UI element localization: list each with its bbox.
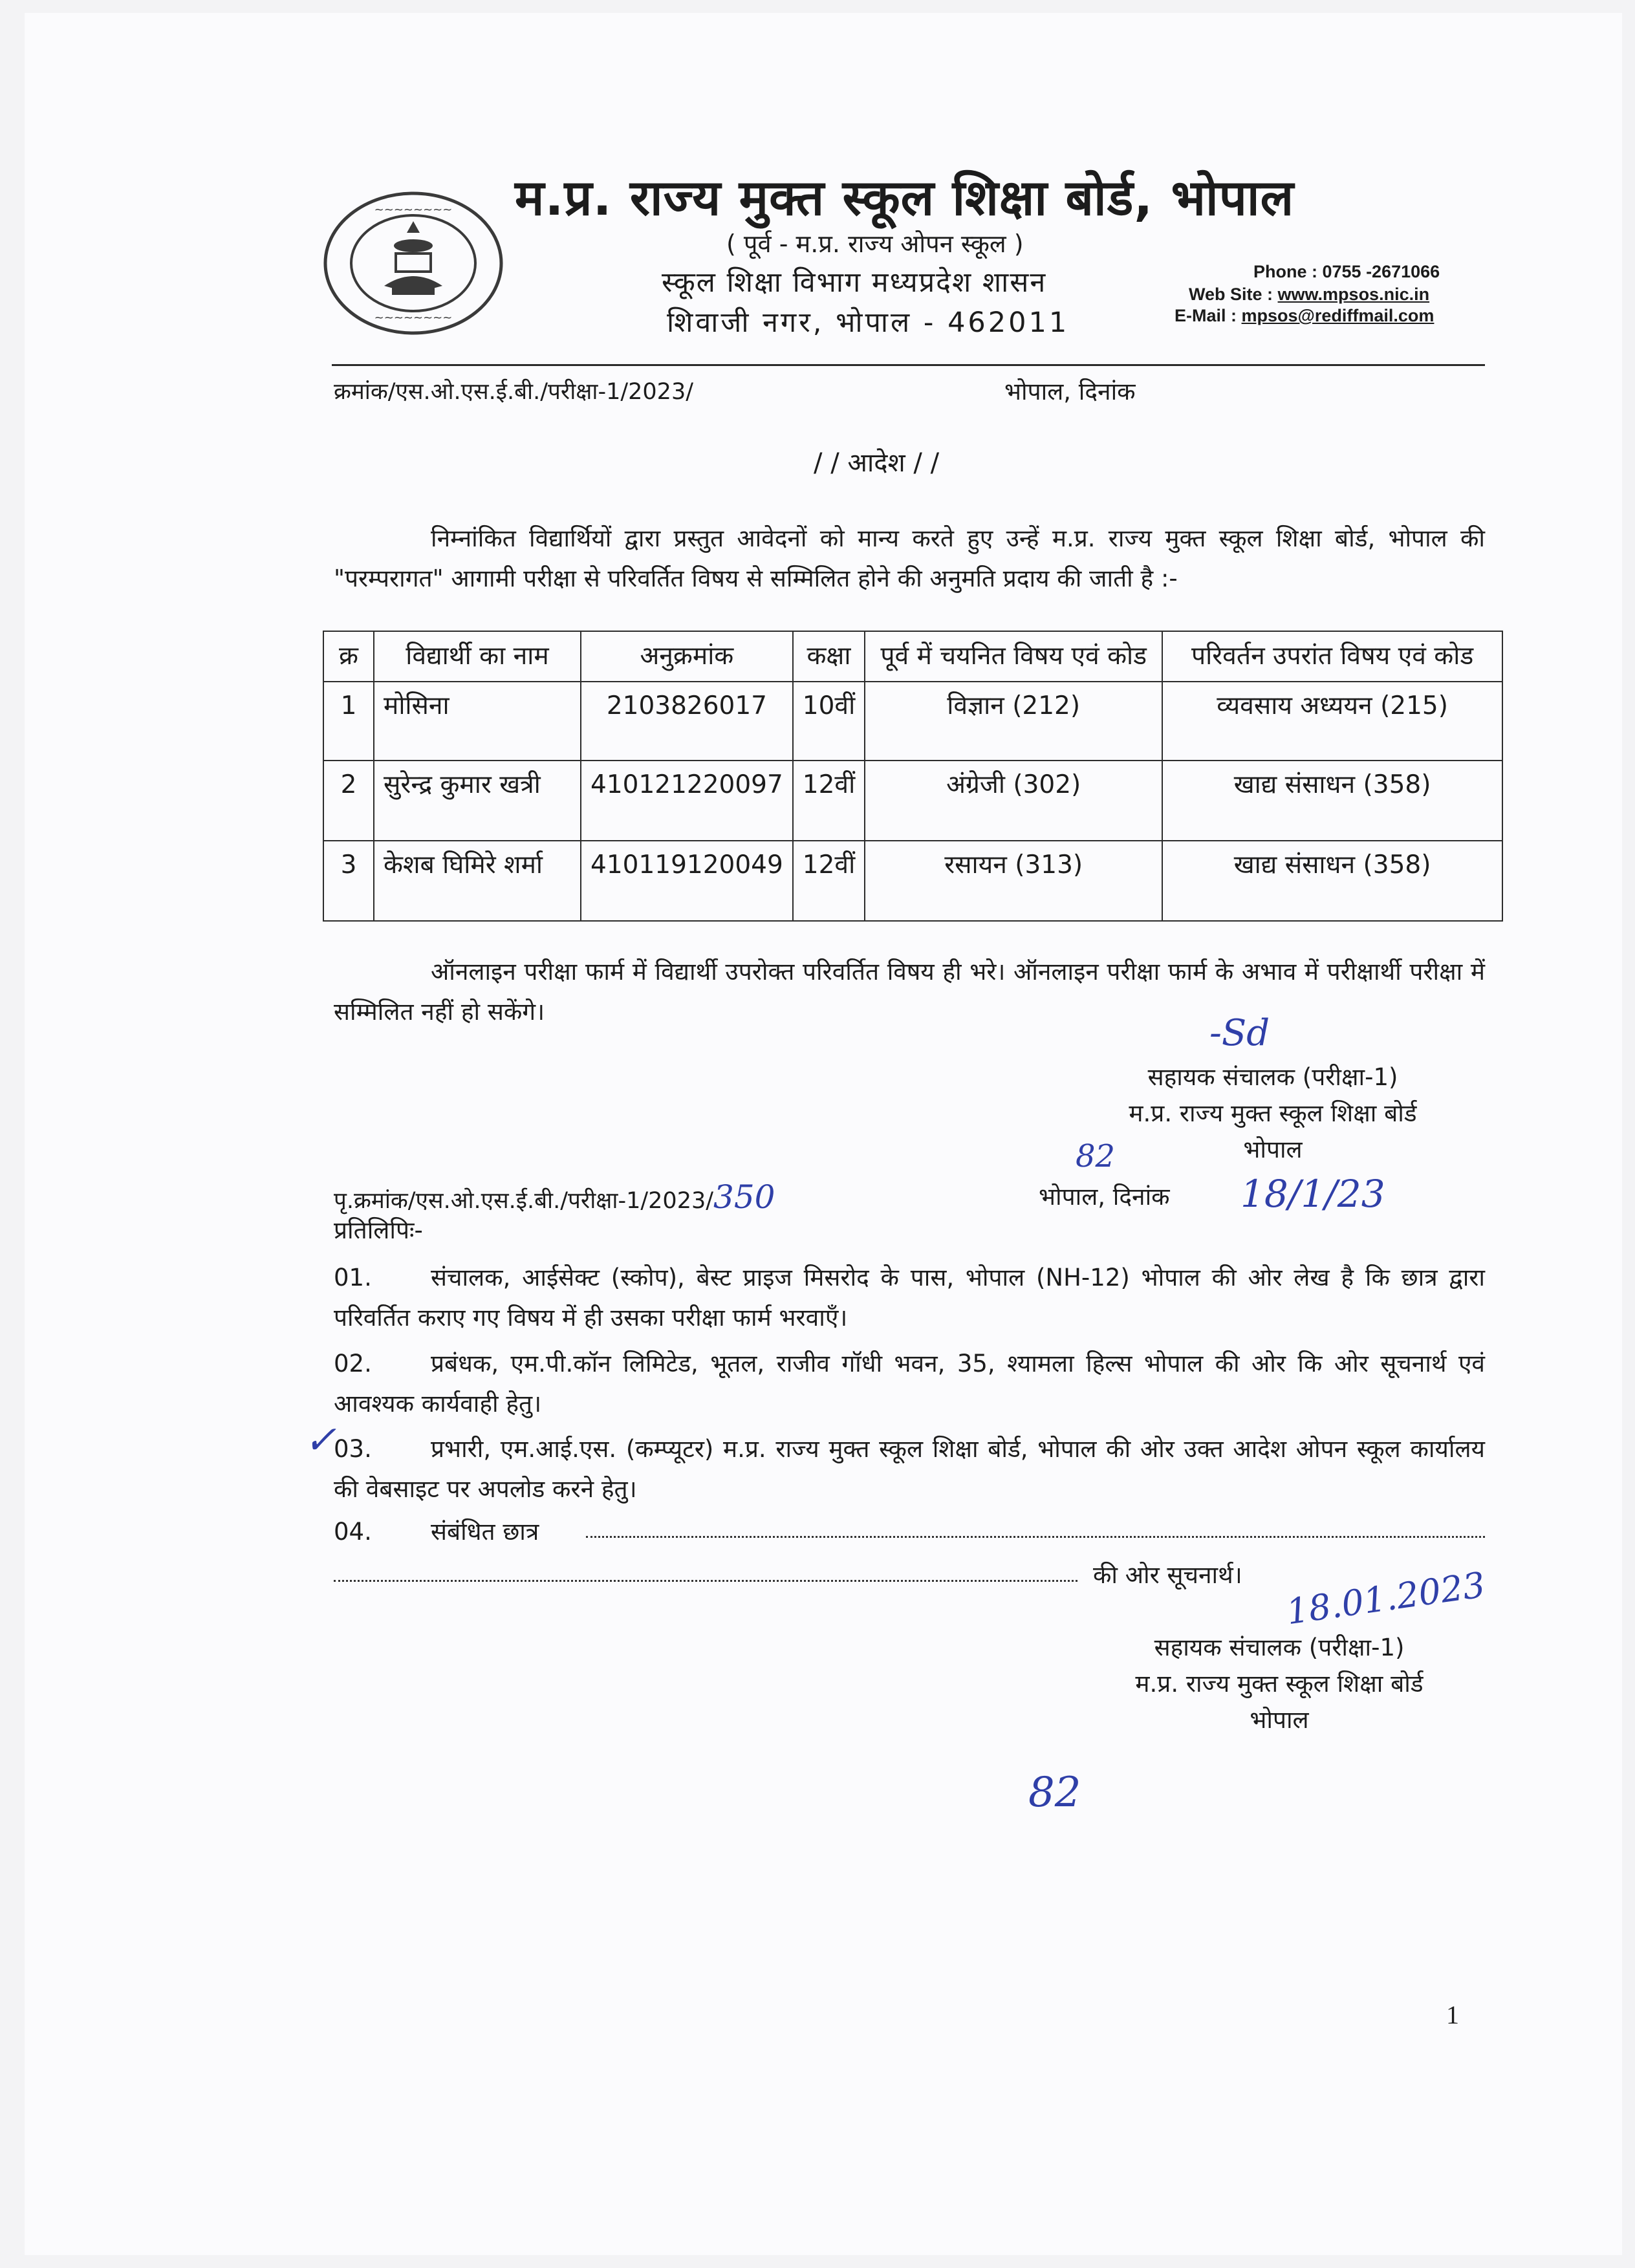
- contact-email: [1175, 306, 1434, 326]
- signatory-city: भोपाल: [1250, 1706, 1309, 1734]
- cell-previous-subject: अंग्रेजी (302): [865, 761, 1162, 841]
- contact-website: [1189, 285, 1429, 305]
- cell-student-name: सुरेन्द्र कुमार खत्री: [374, 761, 581, 841]
- signatory-city: भोपाल: [1243, 1136, 1303, 1163]
- cell-class: 10वीं: [793, 682, 865, 761]
- order-paragraph: निम्नांकित विद्यार्थियों द्वारा प्रस्तुत आवेदनों को मान्य करते हुए उन्हें म.प्र. राज्य मुक्त स्कूल शिक्षा बोर्ड, भोपाल की "परम्परागत" आगामी परीक्षा से परिवर्तित विषय से सम्मिलित होने की अनुमति प्रदाय की जाती है :-: [334, 524, 1485, 592]
- tick-mark: ✓: [304, 1418, 337, 1463]
- cell-serial: 2: [323, 761, 374, 841]
- header-divider: [332, 364, 1485, 366]
- signatory-org: म.प्र. राज्य मुक्त स्कूल शिक्षा बोर्ड: [1135, 1670, 1424, 1698]
- website-label: Web Site :: [1189, 285, 1273, 304]
- board-address: शिवाजी नगर, भोपाल - 462011: [667, 307, 1070, 339]
- copy-item-text: प्रभारी, एम.आई.एस. (कम्प्यूटर) म.प्र. राज्य मुक्त स्कूल शिक्षा बोर्ड, भोपाल की ओर उक्त आदेश ओपन स्कूल कार्यालय की वेबसाइट पर अपलोड करने हेतु।: [334, 1435, 1485, 1503]
- cell-class: 12वीं: [793, 841, 865, 921]
- email-link[interactable]: mpsos@rediffmail.com: [1241, 306, 1435, 325]
- copy-item-number: 04.: [334, 1518, 372, 1546]
- copy-ref-text: पृ.क्रमांक/एस.ओ.एस.ई.बी./परीक्षा-1/2023/: [334, 1188, 714, 1214]
- cell-new-subject: खाद्य संसाधन (358): [1162, 761, 1502, 841]
- cell-class: 12वीं: [793, 761, 865, 841]
- svg-text:~~~~~~~~: ~~~~~~~~: [374, 203, 453, 217]
- copy-place-date: भोपाल, दिनांक: [1039, 1183, 1170, 1211]
- board-seal-logo: [319, 189, 507, 338]
- signatory-designation: सहायक संचालक (परीक्षा-1): [1147, 1063, 1398, 1091]
- col-class: कक्षा: [793, 631, 865, 682]
- email-label: E-Mail :: [1175, 306, 1237, 325]
- cell-new-subject: खाद्य संसाधन (358): [1162, 841, 1502, 921]
- order-ref-number: क्रमांक/एस.ओ.एस.ई.बी./परीक्षा-1/2023/: [334, 379, 694, 405]
- contact-phone: Phone : 0755 -2671066: [1253, 262, 1440, 281]
- order-place-date: भोपाल, दिनांक: [1004, 378, 1136, 405]
- col-student-name: विद्यार्थी का नाम: [374, 631, 581, 682]
- signatory-block-2: [1085, 1630, 1473, 1738]
- cell-serial: 3: [323, 841, 374, 921]
- cell-student-name: केशब घिमिरे शर्मा: [374, 841, 581, 921]
- order-heading: / / आदेश / /: [814, 448, 940, 478]
- table-row: [323, 682, 1502, 761]
- fill-in-dotted-line: [334, 1580, 1077, 1582]
- svg-text:~~~~~~~~: ~~~~~~~~: [374, 311, 453, 325]
- col-previous-subject: पूर्व में चयनित विषय एवं कोड: [865, 631, 1162, 682]
- department-name: स्कूल शिक्षा विभाग मध्यप्रदेश शासन: [662, 266, 1047, 299]
- handwritten-sign-date: 18.01.2023: [1284, 1564, 1488, 1633]
- instruction-paragraph: ऑनलाइन परीक्षा फार्म में विद्यार्थी उपरोक्त परिवर्तित विषय ही भरे। ऑनलाइन परीक्षा फार्म के अभाव में परीक्षार्थी परीक्षा में सम्मिलित नहीं हो सकेंगे।: [334, 958, 1485, 1026]
- document-page: [25, 13, 1622, 2255]
- table-row: [323, 841, 1502, 921]
- copy-item-text: संचालक, आईसेक्ट (स्कोप), बेस्ट प्राइज मिसरोद के पास, भोपाल (NH-12) भोपाल की ओर लेख है कि छात्र द्वारा परिवर्तित कराए गए विषय में ही उसका परीक्षा फार्म भरवाएँ।: [334, 1264, 1485, 1332]
- former-name: ( पूर्व - म.प्र. राज्य ओपन स्कूल ): [726, 230, 1024, 258]
- handwritten-bottom-initial: 82: [1028, 1769, 1081, 1817]
- col-new-subject: परिवर्तन उपरांत विषय एवं कोड: [1162, 631, 1502, 682]
- copy-item-text: प्रबंधक, एम.पी.कॉन लिमिटेड, भूतल, राजीव गॉधी भवन, 35, श्यामला हिल्स भोपाल की ओर कि ओर सूचनार्थ एवं आवश्यक कार्यवाही हेतु।: [334, 1350, 1485, 1418]
- table-header-row: [323, 631, 1502, 682]
- handwritten-dispatch-number: 350: [713, 1178, 775, 1216]
- cell-student-name: मोसिना: [374, 682, 581, 761]
- signatory-org: म.प्र. राज्य मुक्त स्कूल शिक्षा बोर्ड: [1129, 1099, 1417, 1127]
- signatory-designation: सहायक संचालक (परीक्षा-1): [1154, 1634, 1405, 1661]
- cell-new-subject: व्यवसाय अध्ययन (215): [1162, 682, 1502, 761]
- website-link[interactable]: www.mpsos.nic.in: [1277, 285, 1430, 304]
- copy-item-number: 03.: [334, 1435, 372, 1463]
- signatory-block-1: [1079, 1059, 1467, 1168]
- handwritten-date: 18/1/23: [1240, 1172, 1385, 1216]
- subject-change-table: [323, 631, 1503, 922]
- info-suffix: की ओर सूचनार्थ।: [1093, 1561, 1242, 1589]
- cell-serial: 1: [323, 682, 374, 761]
- copy-label: प्रतिलिपिः-: [334, 1216, 423, 1244]
- copy-item-number: 01.: [334, 1264, 372, 1291]
- cell-roll-number: 410121220097: [581, 761, 793, 841]
- col-roll-number: अनुक्रमांक: [581, 631, 793, 682]
- sd-signature: -Sd: [1209, 1012, 1270, 1054]
- cell-roll-number: 410119120049: [581, 841, 793, 921]
- cell-roll-number: 2103826017: [581, 682, 793, 761]
- table-row: [323, 761, 1502, 841]
- fill-in-dotted-line: [586, 1536, 1485, 1538]
- copy-item-number: 02.: [334, 1350, 372, 1377]
- board-title: म.प्र. राज्य मुक्त स्कूल शिक्षा बोर्ड, भोपाल: [515, 169, 1295, 226]
- copy-item-text: संबंधित छात्र: [431, 1518, 539, 1546]
- cell-previous-subject: रसायन (313): [865, 841, 1162, 921]
- handwritten-initial: 82: [1076, 1138, 1116, 1174]
- page-number: 1: [1446, 2000, 1459, 2029]
- cell-previous-subject: विज्ञान (212): [865, 682, 1162, 761]
- col-serial: क्र: [323, 631, 374, 682]
